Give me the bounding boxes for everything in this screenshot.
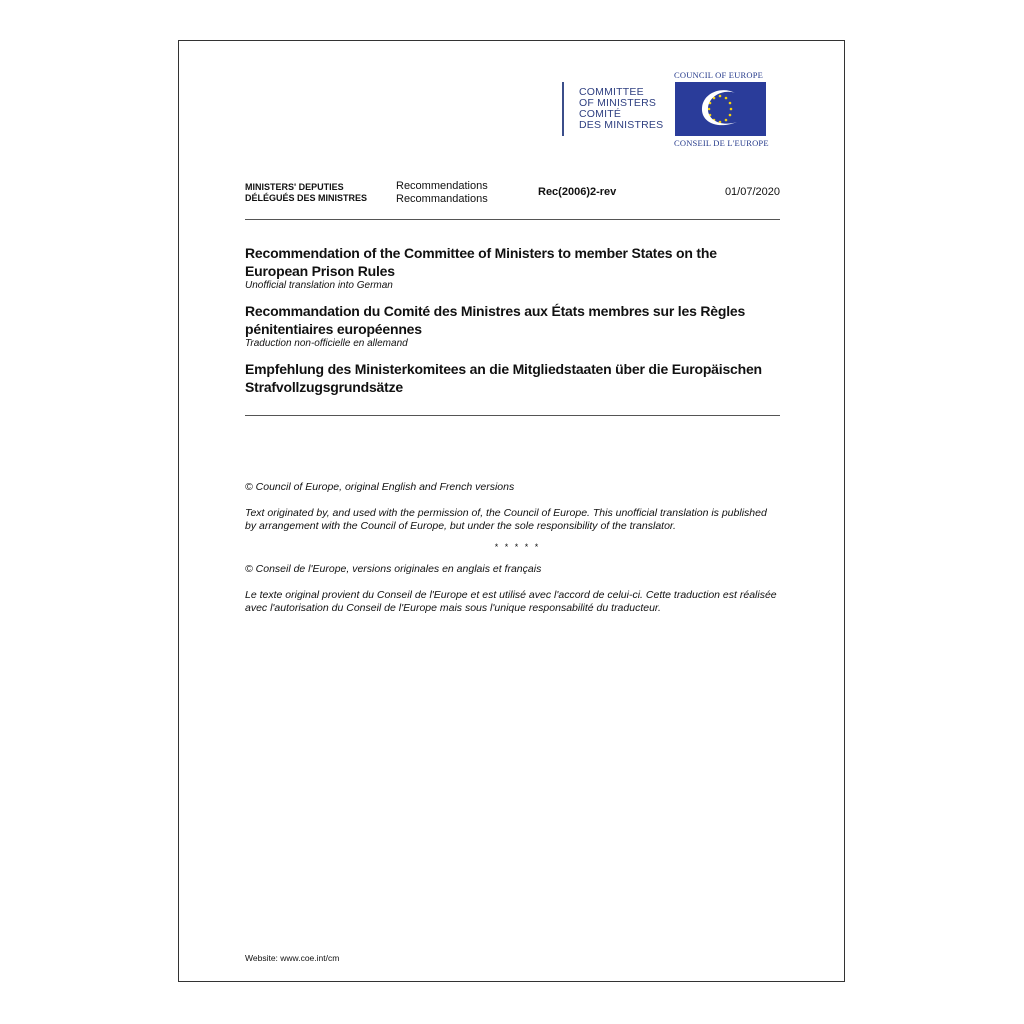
note-french: Traduction non-officielle en allemand — [245, 338, 408, 349]
copyright-english: © Council of Europe, original English and French versions — [245, 481, 515, 493]
document-date: 01/07/2020 — [724, 186, 780, 198]
website-footer: Website: www.coe.int/cm — [245, 953, 340, 963]
title-block — [245, 244, 780, 396]
header-divider — [245, 219, 780, 220]
reference-number: Rec(2006)2-rev — [538, 186, 617, 198]
permission-text-french: Le texte original provient du Conseil de l'Europe et est utilisé avec l'accord de celui-ci. Cette traduction est réalisée avec l'autorisation du Conseil de l'Europe mais sous l'unique responsabilité du traducteur. — [245, 589, 777, 614]
section-separator: * * * * * — [494, 542, 541, 552]
copyright-notices — [245, 481, 780, 615]
committee-line-1: COMMITTEE — [579, 86, 644, 98]
title-divider — [245, 415, 780, 416]
note-english: Unofficial translation into German — [245, 280, 393, 291]
committee-of-ministers-label — [579, 87, 663, 131]
title-german: Empfehlung des Ministerkomitees an die Mitgliedstaaten über die Europäischen Strafvollzugsgrundsätze — [245, 361, 762, 395]
issuing-body-fr: DÉLÉGUÉS DES MINISTRES — [245, 193, 368, 203]
logo-divider — [562, 82, 564, 136]
issuing-body-en: MINISTERS' DEPUTIES — [245, 182, 344, 192]
title-french: Recommandation du Comité des Ministres aux États membres sur les Règles pénitentiaires européennes — [245, 303, 746, 337]
title-english: Recommendation of the Committee of Ministers to member States on the European Prison Rules — [245, 245, 717, 279]
issuing-body — [245, 182, 367, 204]
coe-logo-bottom-text: CONSEIL DE L'EUROPE — [674, 138, 769, 148]
committee-line-3: COMITÉ — [579, 108, 622, 120]
council-of-europe-emblem-icon — [675, 82, 766, 136]
committee-line-4: DES MINISTRES — [579, 119, 664, 131]
copyright-french: © Conseil de l'Europe, versions originales en anglais et français — [245, 563, 542, 575]
document-type — [396, 180, 488, 205]
coe-logo-top-text: COUNCIL OF EUROPE — [674, 70, 764, 80]
committee-line-2: OF MINISTERS — [579, 97, 657, 109]
document-type-fr: Recommandations — [396, 192, 488, 205]
permission-text-english: Text originated by, and used with the permission of, the Council of Europe. This unofficial translation is published by arrangement with the Council of Europe, but under the sole responsibility of the translator. — [245, 507, 767, 532]
document-type-en: Recommendations — [396, 180, 488, 192]
